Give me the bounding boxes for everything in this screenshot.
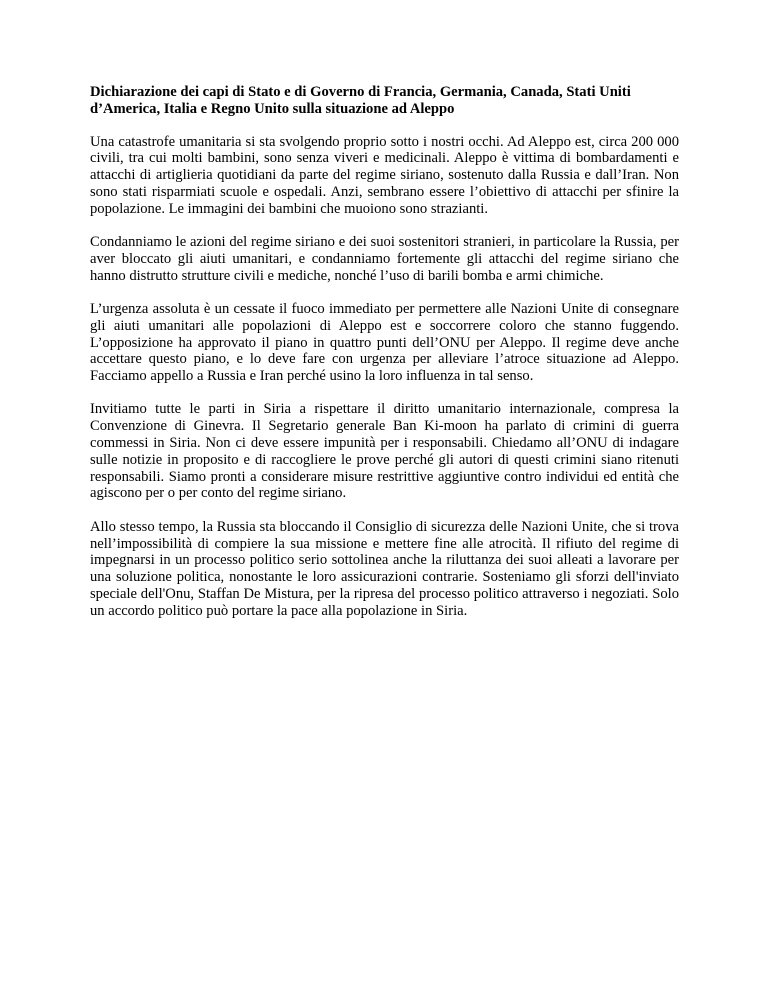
document-title: Dichiarazione dei capi di Stato e di Governo di Francia, Germania, Canada, Stati Uniti d’America, Italia e Regno Unito sulla situazione ad Aleppo	[90, 84, 631, 117]
paragraph: Condanniamo le azioni del regime siriano e dei suoi sostenitori stranieri, in particolare la Russia, per aver bloccato gli aiuti umanitari, e condanniamo fortemente gli attacchi del regime siriano che hanno distrutto strutture civili e mediche, nonché l’uso di barili bomba e armi chimiche.	[90, 234, 679, 284]
document-body	[90, 84, 679, 636]
paragraph: Invitiamo tutte le parti in Siria a rispettare il diritto umanitario internazionale, compresa la Convenzione di Ginevra. Il Segretario generale Ban Ki-moon ha parlato di crimini di guerra commessi in Siria. Non ci deve essere impunità per i responsabili. Chiedamo all’ONU di indagare sulle notizie in proposito e di raccogliere le prove perché gli autori di questi crimini siano ritenuti responsabili. Siamo pronti a considerare misure restrittive aggiuntive contro individui ed entità che agiscono per o per conto del regime siriano.	[90, 401, 679, 502]
paragraph: Una catastrofe umanitaria si sta svolgendo proprio sotto i nostri occhi. Ad Aleppo est, circa 200 000 civili, tra cui molti bambini, sono senza viveri e medicinali. Aleppo è vittima di bombardamenti e attacchi di artiglieria quotidiani da parte del regime siriano, sostenuto dalla Russia e dall’Iran. Non sono stati risparmiati scuole e ospedali. Anzi, sembrano essere l’obiettivo di attacchi per sfinire la popolazione. Le immagini dei bambini che muoiono sono strazianti.	[90, 133, 679, 217]
paragraph: L’urgenza assoluta è un cessate il fuoco immediato per permettere alle Nazioni Unite di consegnare gli aiuti umanitari alle popolazioni di Aleppo est e soccorrere coloro che stanno fuggendo. L’opposizione ha approvato il piano in quattro punti dell’ONU per Aleppo. Il regime deve anche accettare questo piano, e lo deve fare con urgenza per alleviare l’atroce situazione ad Aleppo. Facciamo appello a Russia e Iran perché usino la loro influenza in tal senso.	[90, 300, 679, 385]
paragraph: Allo stesso tempo, la Russia sta bloccando il Consiglio di sicurezza delle Nazioni Unite, che si trova nell’impossibilità di compiere la sua missione e mettere fine alle atrocità. Il rifiuto del regime di impegnarsi in un processo politico serio sottolinea anche la riluttanza dei suoi alleati a lavorare per una soluzione politica, nonostante le loro assicurazioni contrarie. Sosteniamo gli sforzi dell'inviato speciale dell'Onu, Staffan De Mistura, per la ripresa del processo politico attraverso i negoziati. Solo un accordo politico può portare la pace alla popolazione in Siria.	[90, 518, 679, 619]
